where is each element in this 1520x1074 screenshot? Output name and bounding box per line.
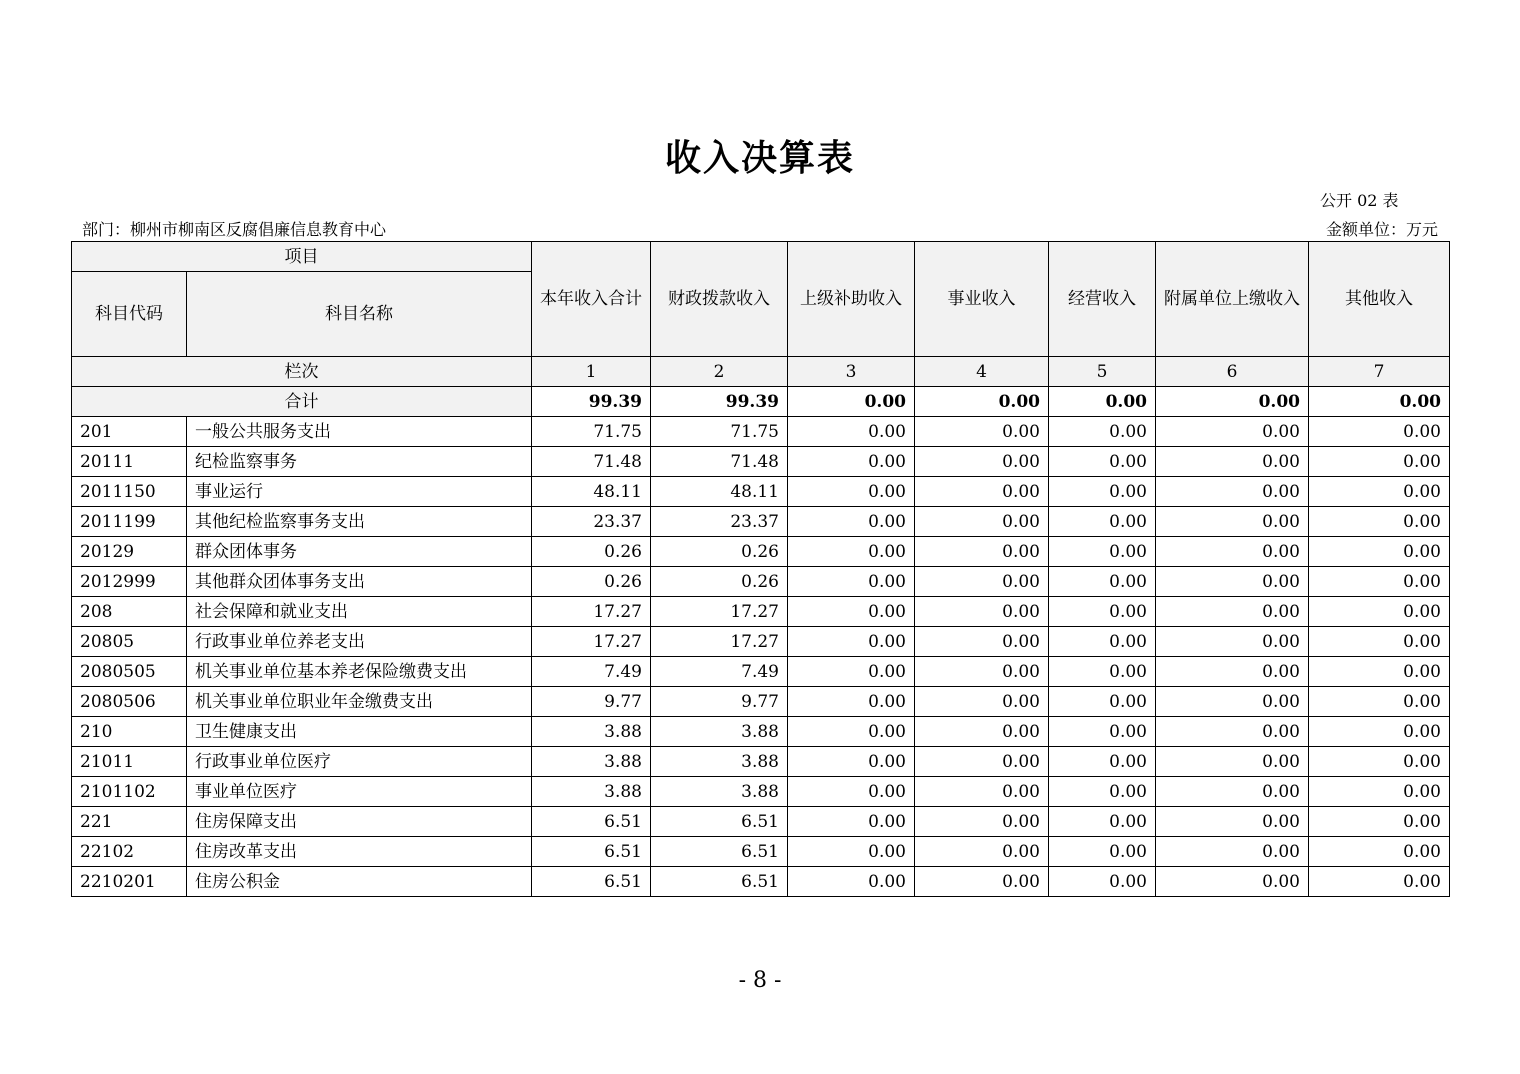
amount-cell: 0.00 (1156, 777, 1309, 807)
amount-cell: 0.00 (915, 687, 1049, 717)
amount-cell: 0.00 (1156, 597, 1309, 627)
amount-cell: 0.00 (1049, 507, 1156, 537)
header-col3: 上级补助收入 (788, 242, 915, 357)
table-row (72, 447, 1450, 477)
subject-code: 210 (72, 717, 187, 747)
subject-name: 一般公共服务支出 (187, 417, 532, 447)
amount-cell: 0.00 (788, 567, 915, 597)
amount-cell: 0.00 (915, 777, 1049, 807)
amount-cell: 0.00 (1049, 477, 1156, 507)
subject-code: 201 (72, 417, 187, 447)
header-col4: 事业收入 (915, 242, 1049, 357)
amount-cell: 7.49 (651, 657, 788, 687)
amount-cell: 0.00 (1309, 867, 1450, 897)
amount-cell: 71.48 (532, 447, 651, 477)
table-row (72, 537, 1450, 567)
header-col7: 其他收入 (1309, 242, 1450, 357)
amount-cell: 0.00 (788, 477, 915, 507)
page-title: 收入决算表 (664, 137, 855, 179)
subject-code: 21011 (72, 747, 187, 777)
table-row (72, 567, 1450, 597)
table-row (72, 477, 1450, 507)
amount-cell: 0.00 (1049, 747, 1156, 777)
subject-name: 机关事业单位职业年金缴费支出 (187, 687, 532, 717)
amount-cell: 17.27 (651, 627, 788, 657)
amount-cell: 0.00 (1049, 807, 1156, 837)
table-row (72, 507, 1450, 537)
total-value: 0.00 (788, 387, 915, 417)
table-row (72, 837, 1450, 867)
header-code: 科目代码 (72, 272, 187, 357)
amount-cell: 6.51 (651, 837, 788, 867)
amount-cell: 0.00 (788, 807, 915, 837)
subject-name: 纪检监察事务 (187, 447, 532, 477)
amount-cell: 0.00 (1156, 747, 1309, 777)
department-label: 部门：柳州市柳南区反腐倡廉信息教育中心 (82, 220, 387, 239)
header-col6: 附属单位上缴收入 (1156, 242, 1309, 357)
amount-cell: 0.00 (1049, 657, 1156, 687)
subject-name: 住房保障支出 (187, 807, 532, 837)
subject-code: 20805 (72, 627, 187, 657)
amount-cell: 0.00 (915, 477, 1049, 507)
amount-cell: 0.00 (1049, 687, 1156, 717)
amount-cell: 0.00 (915, 597, 1049, 627)
total-value: 99.39 (532, 387, 651, 417)
amount-cell: 3.88 (651, 777, 788, 807)
amount-cell: 0.00 (915, 627, 1049, 657)
header-project: 项目 (72, 242, 532, 272)
column-number: 7 (1309, 357, 1450, 387)
amount-cell: 0.00 (1156, 657, 1309, 687)
amount-cell: 0.00 (1309, 627, 1450, 657)
table-row (72, 627, 1450, 657)
subject-name: 事业单位医疗 (187, 777, 532, 807)
table-row (72, 687, 1450, 717)
amount-cell: 0.00 (915, 807, 1049, 837)
header-row-project (72, 242, 1450, 272)
subject-code: 2080505 (72, 657, 187, 687)
subject-code: 2210201 (72, 867, 187, 897)
amount-cell: 0.00 (1049, 717, 1156, 747)
subject-name: 其他纪检监察事务支出 (187, 507, 532, 537)
subject-code: 20111 (72, 447, 187, 477)
header-col2: 财政拨款收入 (651, 242, 788, 357)
total-value: 0.00 (1156, 387, 1309, 417)
amount-cell: 0.00 (1309, 447, 1450, 477)
subject-code: 20129 (72, 537, 187, 567)
column-number: 4 (915, 357, 1049, 387)
amount-cell: 17.27 (532, 627, 651, 657)
amount-cell: 17.27 (532, 597, 651, 627)
amount-cell: 48.11 (532, 477, 651, 507)
amount-cell: 0.00 (915, 417, 1049, 447)
amount-cell: 0.00 (915, 567, 1049, 597)
table-row (72, 867, 1450, 897)
amount-cell: 0.00 (1309, 717, 1450, 747)
subject-name: 群众团体事务 (187, 537, 532, 567)
subject-name: 社会保障和就业支出 (187, 597, 532, 627)
amount-cell: 0.00 (1049, 447, 1156, 477)
amount-cell: 0.00 (788, 687, 915, 717)
amount-cell: 0.00 (915, 507, 1049, 537)
table-row (72, 417, 1450, 447)
subject-name: 机关事业单位基本养老保险缴费支出 (187, 657, 532, 687)
amount-cell: 6.51 (532, 867, 651, 897)
amount-cell: 6.51 (651, 867, 788, 897)
amount-cell: 0.00 (1049, 627, 1156, 657)
table-row (72, 597, 1450, 627)
subject-name: 其他群众团体事务支出 (187, 567, 532, 597)
amount-cell: 0.00 (788, 747, 915, 777)
amount-cell: 0.00 (1156, 807, 1309, 837)
amount-cell: 3.88 (532, 717, 651, 747)
amount-cell: 0.00 (1156, 567, 1309, 597)
header-col1: 本年收入合计 (532, 242, 651, 357)
amount-cell: 0.00 (788, 537, 915, 567)
subject-name: 卫生健康支出 (187, 717, 532, 747)
subject-name: 住房改革支出 (187, 837, 532, 867)
amount-cell: 0.00 (915, 867, 1049, 897)
column-number: 1 (532, 357, 651, 387)
amount-cell: 0.00 (1156, 687, 1309, 717)
amount-cell: 0.00 (1309, 807, 1450, 837)
column-number-label: 栏次 (72, 357, 532, 387)
amount-cell: 9.77 (532, 687, 651, 717)
amount-cell: 0.00 (1156, 867, 1309, 897)
column-number-row (72, 357, 1450, 387)
table-row (72, 717, 1450, 747)
subject-name: 行政事业单位医疗 (187, 747, 532, 777)
amount-cell: 0.00 (1156, 837, 1309, 867)
amount-cell: 17.27 (651, 597, 788, 627)
amount-cell: 3.88 (651, 717, 788, 747)
amount-cell: 0.00 (1049, 777, 1156, 807)
amount-cell: 0.26 (532, 537, 651, 567)
amount-cell: 0.00 (788, 717, 915, 747)
amount-cell: 0.00 (788, 867, 915, 897)
amount-cell: 0.00 (1309, 657, 1450, 687)
amount-cell: 0.00 (1049, 867, 1156, 897)
amount-cell: 0.00 (1309, 537, 1450, 567)
total-row (72, 387, 1450, 417)
amount-cell: 6.51 (532, 807, 651, 837)
total-value: 99.39 (651, 387, 788, 417)
table-row (72, 747, 1450, 777)
amount-cell: 0.00 (1156, 507, 1309, 537)
column-number: 3 (788, 357, 915, 387)
amount-cell: 6.51 (532, 837, 651, 867)
form-code: 公开 02 表 (1320, 191, 1399, 210)
amount-cell: 9.77 (651, 687, 788, 717)
amount-cell: 0.00 (1156, 717, 1309, 747)
amount-cell: 71.48 (651, 447, 788, 477)
amount-cell: 0.00 (1156, 537, 1309, 567)
header-col5: 经营收入 (1049, 242, 1156, 357)
amount-cell: 0.00 (915, 447, 1049, 477)
amount-cell: 23.37 (532, 507, 651, 537)
subject-code: 208 (72, 597, 187, 627)
amount-cell: 0.00 (1049, 837, 1156, 867)
column-number: 6 (1156, 357, 1309, 387)
amount-cell: 0.00 (1156, 417, 1309, 447)
amount-cell: 0.00 (1049, 597, 1156, 627)
amount-cell: 6.51 (651, 807, 788, 837)
amount-cell: 3.88 (651, 747, 788, 777)
subject-code: 2011199 (72, 507, 187, 537)
amount-cell: 0.00 (1309, 777, 1450, 807)
amount-cell: 48.11 (651, 477, 788, 507)
subject-code: 2012999 (72, 567, 187, 597)
table-row (72, 777, 1450, 807)
subject-name: 行政事业单位养老支出 (187, 627, 532, 657)
amount-cell: 0.00 (915, 747, 1049, 777)
amount-cell: 0.00 (788, 507, 915, 537)
amount-unit-label: 金额单位：万元 (1325, 220, 1438, 239)
subject-code: 2011150 (72, 477, 187, 507)
amount-cell: 0.00 (788, 777, 915, 807)
amount-cell: 0.26 (651, 537, 788, 567)
amount-cell: 7.49 (532, 657, 651, 687)
amount-cell: 0.00 (788, 447, 915, 477)
income-final-accounts-table (71, 241, 1450, 897)
amount-cell: 71.75 (651, 417, 788, 447)
amount-cell: 0.00 (1309, 687, 1450, 717)
amount-cell: 0.26 (651, 567, 788, 597)
amount-cell: 3.88 (532, 747, 651, 777)
amount-cell: 0.00 (1309, 837, 1450, 867)
amount-cell: 0.00 (1156, 447, 1309, 477)
amount-cell: 71.75 (532, 417, 651, 447)
amount-cell: 0.00 (1309, 507, 1450, 537)
header-name: 科目名称 (187, 272, 532, 357)
amount-cell: 0.00 (788, 627, 915, 657)
amount-cell: 0.00 (1309, 597, 1450, 627)
amount-cell: 0.00 (915, 537, 1049, 567)
table-row (72, 807, 1450, 837)
amount-cell: 0.00 (915, 657, 1049, 687)
amount-cell: 0.00 (1156, 627, 1309, 657)
amount-cell: 0.00 (1309, 417, 1450, 447)
subject-code: 22102 (72, 837, 187, 867)
amount-cell: 0.00 (915, 837, 1049, 867)
subject-name: 事业运行 (187, 477, 532, 507)
subject-code: 2101102 (72, 777, 187, 807)
column-number: 5 (1049, 357, 1156, 387)
table-row (72, 657, 1450, 687)
amount-cell: 0.00 (1309, 477, 1450, 507)
amount-cell: 0.00 (915, 717, 1049, 747)
amount-cell: 0.00 (1309, 567, 1450, 597)
amount-cell: 23.37 (651, 507, 788, 537)
subject-code: 221 (72, 807, 187, 837)
amount-cell: 0.00 (1309, 747, 1450, 777)
amount-cell: 3.88 (532, 777, 651, 807)
amount-cell: 0.00 (788, 657, 915, 687)
amount-cell: 0.00 (1156, 477, 1309, 507)
subject-code: 2080506 (72, 687, 187, 717)
total-label: 合计 (72, 387, 532, 417)
amount-cell: 0.00 (1049, 417, 1156, 447)
amount-cell: 0.00 (788, 597, 915, 627)
amount-cell: 0.00 (1049, 537, 1156, 567)
amount-cell: 0.26 (532, 567, 651, 597)
page-number: - 8 - (738, 968, 782, 993)
amount-cell: 0.00 (1049, 567, 1156, 597)
amount-cell: 0.00 (788, 837, 915, 867)
amount-cell: 0.00 (788, 417, 915, 447)
subject-name: 住房公积金 (187, 867, 532, 897)
total-value: 0.00 (1049, 387, 1156, 417)
total-value: 0.00 (1309, 387, 1450, 417)
column-number: 2 (651, 357, 788, 387)
total-value: 0.00 (915, 387, 1049, 417)
